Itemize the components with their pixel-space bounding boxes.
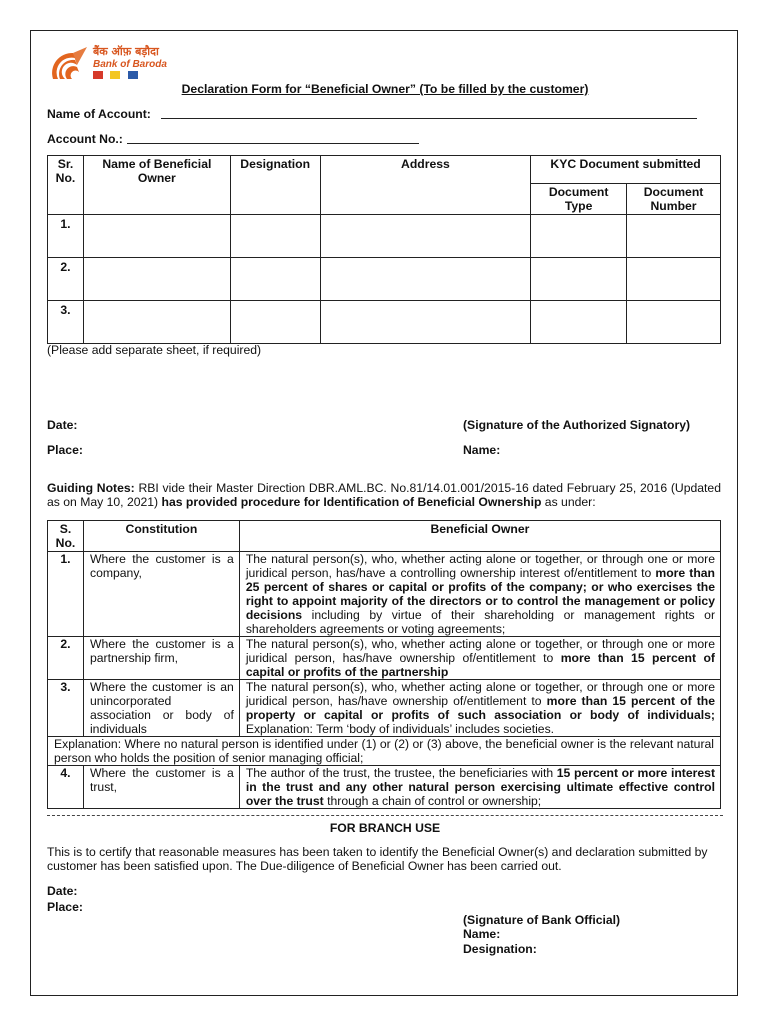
rule-bold-text: 15 percent or more interest in the trust and any other natural person exercising ultimate effective control over the trust xyxy=(245,766,716,808)
doc-number-cell[interactable] xyxy=(627,258,721,301)
guiding-notes-text: RBI vide their Master Direction DBR.AML.BC. No.81/14.01.001/2015-16 dated February 25, 2016 (Updated as on May 10, 2021) xyxy=(47,481,721,509)
table-row xyxy=(48,637,721,680)
table-row xyxy=(48,215,721,258)
row-number: 2. xyxy=(48,258,84,301)
table-row xyxy=(48,552,721,637)
badge-icon xyxy=(128,71,138,79)
rule-text: Explanation: Term ‘body of individuals’ includes societies. xyxy=(245,722,555,736)
guiding-notes-bold: has provided procedure for Identification of Beneficial Ownership xyxy=(161,495,542,509)
col-header-name: Name of Beneficial Owner xyxy=(83,156,230,215)
rule-text: through a chain of control or ownership; xyxy=(323,794,542,808)
col-header-sr-no: Sr. No. xyxy=(48,156,84,215)
designation-cell[interactable] xyxy=(230,215,320,258)
rule-bold-text: more than 15 percent of the property or capital or profits of such association or body of individuals; xyxy=(245,694,715,722)
owner-name-cell[interactable] xyxy=(83,258,230,301)
badge-icon xyxy=(110,71,120,79)
bank-official-name-label: Name: xyxy=(463,927,501,941)
constitution-cell: Where the customer is a trust, xyxy=(83,766,239,809)
rule-text: The natural person(s), who, whether acting alone or together, or through one or more juridical person, has/have ownership of/entitlement to xyxy=(245,637,715,665)
owner-rule-cell xyxy=(239,637,720,680)
row-number: 1. xyxy=(48,215,84,258)
guiding-notes-label: Guiding Notes: xyxy=(47,481,135,495)
doc-number-cell[interactable] xyxy=(627,301,721,344)
bank-name-hindi: बैंक ऑफ़ बड़ौदा xyxy=(93,45,159,58)
branch-use-heading: FOR BRANCH USE xyxy=(329,821,441,835)
beneficial-owner-table xyxy=(47,155,721,344)
col-header-beneficial-owner: Beneficial Owner xyxy=(239,521,720,552)
branch-place-label: Place: xyxy=(47,900,83,914)
guiding-notes xyxy=(47,481,721,509)
account-no-label: Account No.: xyxy=(47,132,123,146)
beneficial-owner-rules-table xyxy=(47,520,721,809)
name-label: Name: xyxy=(463,443,501,457)
col-header-address: Address xyxy=(320,156,531,215)
branch-date-label: Date: xyxy=(47,884,78,898)
address-cell[interactable] xyxy=(320,301,531,344)
owner-name-cell[interactable] xyxy=(83,301,230,344)
table-row xyxy=(48,301,721,344)
owner-rule-cell xyxy=(239,766,720,809)
bank-official-signature-label: (Signature of Bank Official) xyxy=(463,913,621,927)
constitution-cell: Where the customer is an unincorporated association or body of individuals xyxy=(83,680,239,737)
col-header-constitution: Constitution xyxy=(83,521,239,552)
doc-type-cell[interactable] xyxy=(531,301,627,344)
place-label: Place: xyxy=(47,443,83,457)
authorized-signature-label: (Signature of the Authorized Signatory) xyxy=(463,418,691,432)
date-label: Date: xyxy=(47,418,78,432)
table-row xyxy=(48,737,721,766)
bank-name-english: Bank of Baroda xyxy=(93,59,167,70)
form-page xyxy=(30,30,738,996)
address-cell[interactable] xyxy=(320,215,531,258)
col-header-doc-type: Document Type xyxy=(531,184,627,215)
form-title: Declaration Form for “Beneficial Owner” (To be filled by the customer) xyxy=(181,82,589,96)
col-header-designation: Designation xyxy=(230,156,320,215)
designation-cell[interactable] xyxy=(230,258,320,301)
doc-type-cell[interactable] xyxy=(531,215,627,258)
table-note: (Please add separate sheet, if required) xyxy=(47,343,262,357)
row-number: 1. xyxy=(48,552,84,637)
rule-text: including by virtue of their shareholding or management rights or shareholders agreements or voting agreements; xyxy=(245,608,715,636)
table-row xyxy=(48,258,721,301)
table-row xyxy=(48,680,721,737)
rule-bold-text: more than 15 percent of capital or profits of the partnership xyxy=(245,651,715,679)
doc-number-cell[interactable] xyxy=(627,215,721,258)
name-of-account-label: Name of Account: xyxy=(47,107,151,121)
branch-certify-text: This is to certify that reasonable measures has been taken to identify the Beneficial Owner(s) and declaration submitted by customer has been satisfied upon. The Due-diligence of Beneficial Owner has been carried out. xyxy=(47,845,708,873)
rule-text: The author of the trust, the trustee, the beneficiaries with xyxy=(245,766,557,780)
row-number: 3. xyxy=(48,680,84,737)
row-number: 4. xyxy=(48,766,84,809)
constitution-cell: Where the customer is a company, xyxy=(83,552,239,637)
rule-text: The natural person(s), who, whether acting alone or together, or through one or more juridical person, has/have a controlling ownership interest of/entitlement to xyxy=(245,552,715,580)
owner-rule-cell xyxy=(239,680,720,737)
badge-icon xyxy=(93,71,103,79)
section-divider xyxy=(47,815,723,816)
name-of-account-field[interactable] xyxy=(161,118,697,119)
bank-logo xyxy=(47,45,207,85)
bank-official-designation-label: Designation: xyxy=(463,942,537,956)
col-header-s-no: S. No. xyxy=(48,521,84,552)
account-no-field[interactable] xyxy=(127,143,419,144)
owner-name-cell[interactable] xyxy=(83,215,230,258)
col-header-kyc: KYC Document submitted xyxy=(531,156,721,184)
constitution-cell: Where the customer is a partnership firm, xyxy=(83,637,239,680)
doc-type-cell[interactable] xyxy=(531,258,627,301)
address-cell[interactable] xyxy=(320,258,531,301)
rule-bold-text: more than 25 percent of shares or capital or profits of the company; or who exercises the right to appoint majority of the directors or to control the management or policy decisions xyxy=(245,566,715,622)
owner-rule-cell xyxy=(239,552,720,637)
bank-of-baroda-sunburst-icon xyxy=(47,45,91,81)
guiding-notes-end: as under: xyxy=(541,495,596,509)
row-number: 2. xyxy=(48,637,84,680)
col-header-doc-number: Document Number xyxy=(627,184,721,215)
rule-text: The natural person(s), who, whether acting alone or together, or through one or more juridical person, has/have ownership of/entitlement to xyxy=(245,680,715,708)
row-number: 3. xyxy=(48,301,84,344)
designation-cell[interactable] xyxy=(230,301,320,344)
table-row xyxy=(48,766,721,809)
explanation-cell: Explanation: Where no natural person is identified under (1) or (2) or (3) above, the beneficial owner is the relevant natural person who holds the position of senior managing official; xyxy=(48,737,721,766)
